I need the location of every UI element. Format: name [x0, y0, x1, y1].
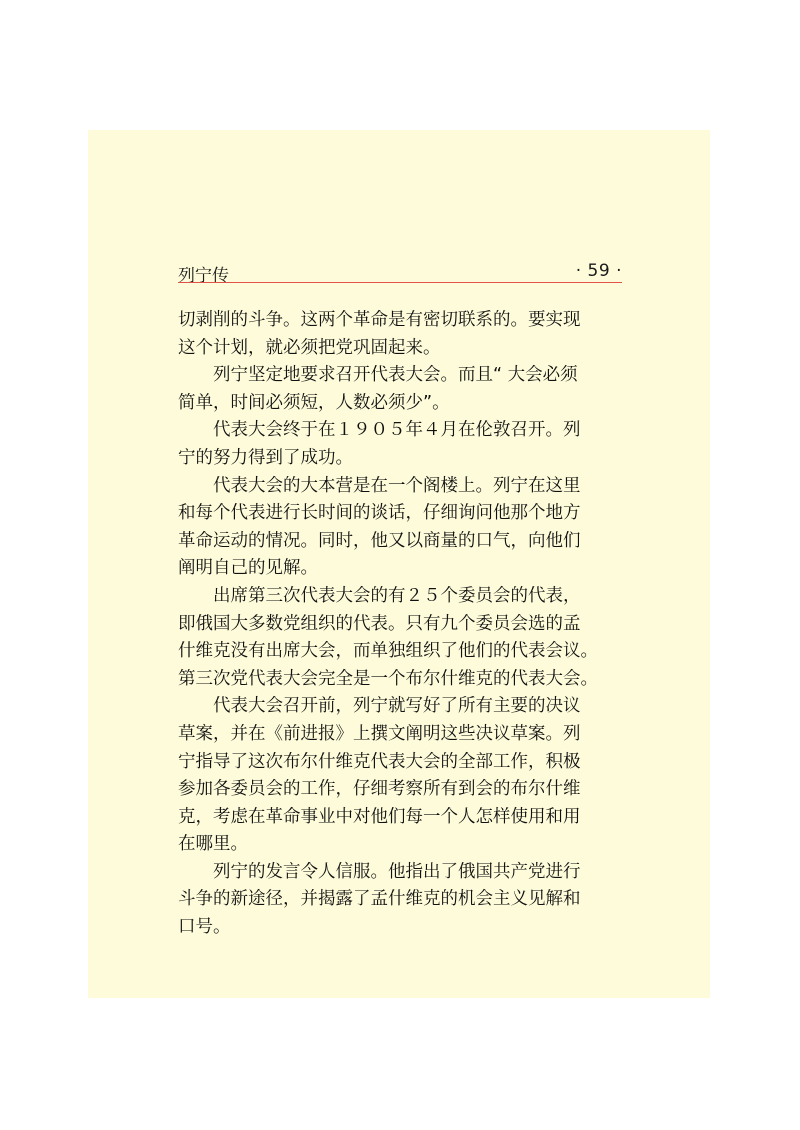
paragraph-start-line: 列宁的发言令人信服。他指出了俄国共产党进行 — [213, 861, 581, 882]
text-line: 切剥削的斗争。这两个革命是有密切联系的。要实现 — [178, 310, 581, 330]
text-line: 简单，时间必须短，人数必须少”。 — [178, 392, 450, 413]
text-line: 宁指导了这次布尔什维克代表大会的全部工作，积极 — [178, 751, 581, 772]
text-line: 什维克没有出席大会，而单独组织了他们的代表会议。 — [178, 641, 598, 662]
text-line: 和每个代表进行长时间的谈话，仔细询问他那个地方 — [178, 503, 581, 524]
text-line: 克，考虑在革命事业中对他们每一个人怎样使用和用 — [178, 806, 581, 827]
text-line: 宁的努力得到了成功。 — [178, 447, 353, 468]
paragraph-start-line: 代表大会终于在１９０５年４月在伦敦召开。列 — [213, 420, 581, 441]
paragraph-start-line: 出席第三次代表大会的有２５个委员会的代表， — [213, 585, 581, 606]
text-line: 在哪里。 — [178, 834, 248, 855]
text-line: 即俄国大多数党组织的代表。只有九个委员会选的孟 — [178, 613, 581, 634]
paragraph-start-line: 代表大会召开前，列宁就写好了所有主要的决议 — [213, 696, 581, 717]
text-line: 革命运动的情况。同时，他又以商量的口气，向他们 — [178, 530, 581, 551]
text-line: 这个计划，就必须把党巩固起来。 — [178, 337, 441, 358]
paragraph-start-line: 列宁坚定地要求召开代表大会。而且“ 大会必须 — [213, 365, 578, 386]
text-line: 口号。 — [178, 917, 231, 938]
running-header — [178, 261, 622, 286]
running-title: 列宁传 — [178, 266, 229, 286]
text-line: 斗争的新途径，并揭露了孟什维克的机会主义见解和 — [178, 889, 581, 910]
text-line: 第三次党代表大会完全是一个布尔什维克的代表大会。 — [178, 668, 598, 689]
page-number: · 59 · — [575, 261, 622, 281]
text-line: 阐明自己的见解。 — [178, 558, 318, 579]
paragraph-start-line: 代表大会的大本营是在一个阁楼上。列宁在这里 — [213, 475, 581, 496]
text-line: 参加各委员会的工作，仔细考察所有到会的布尔什维 — [178, 779, 581, 800]
text-line: 草案，并在《前进报》上撰文阐明这些决议草案。列 — [178, 723, 581, 744]
body-text — [178, 307, 624, 942]
header-rule — [178, 282, 622, 283]
